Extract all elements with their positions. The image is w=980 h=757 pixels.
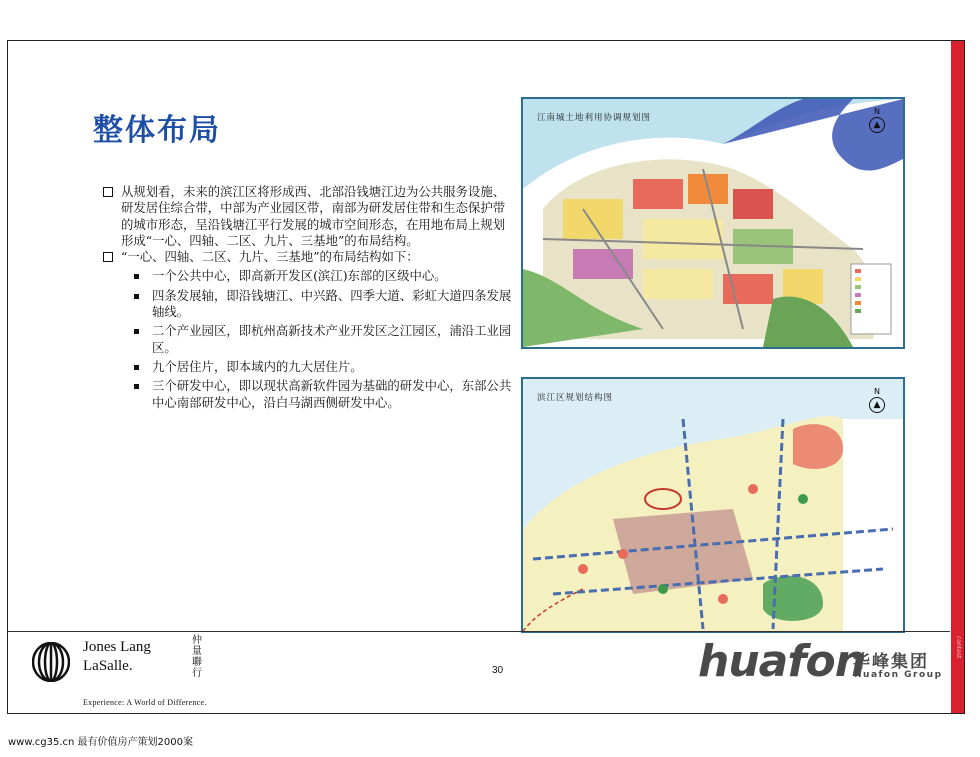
paragraph-1-text: 从规划看，未来的滨江区将形成西、北部沿钱塘江边为公共服务设施、研发居住综合带，中部为产业园区带，南部为研发居住带和生态保护带的城市形态，呈沿钱塘江平行发展的城市空间形态，在用地布局上规划形成“一心、四轴、二区、九片、三基地”的布局结构。	[121, 184, 506, 248]
list-item	[98, 359, 513, 375]
square-bullet-icon	[134, 329, 139, 334]
paragraph-1	[98, 184, 513, 249]
square-bullet-icon	[134, 365, 139, 370]
accent-bar	[951, 41, 964, 713]
list-item	[98, 268, 513, 284]
side-code: contest	[955, 636, 962, 659]
jll-line-1: Jones Lang	[83, 639, 151, 655]
list-item-text: 九个居住片，即本域内的九大居住片。	[152, 358, 363, 374]
checkbox-bullet-icon	[103, 187, 113, 197]
page-number: 30	[492, 665, 504, 676]
huafon-wordmark: huafon	[698, 636, 866, 687]
square-bullet-icon	[134, 274, 139, 279]
list-item-text: 三个研发中心，即以现状高新软件园为基础的研发中心，东部公共中心南部研发中心，沿白马湖西侧研发中心。	[152, 378, 512, 410]
north-arrow-icon: N ▲	[867, 107, 887, 133]
list-item	[98, 323, 513, 356]
square-bullet-icon	[134, 294, 139, 299]
jll-chinese-name: 仲量聯行	[192, 635, 202, 679]
footer-divider	[8, 631, 950, 632]
list-item	[98, 288, 513, 321]
list-item	[98, 378, 513, 411]
huafon-english-name: Huafon Group	[854, 670, 943, 680]
square-bullet-icon	[134, 384, 139, 389]
land-use-map	[521, 97, 905, 349]
slide-title: 整体布局	[93, 113, 221, 148]
jll-tagline: Experience: A World of Difference.	[83, 698, 207, 707]
checkbox-bullet-icon	[103, 252, 113, 262]
jll-wordmark	[83, 638, 151, 676]
list-item-text: 四条发展轴，即沿钱塘江、中兴路、四季大道、彩虹大道四条发展轴线。	[152, 287, 512, 320]
paragraph-2-text: “一心、四轴、二区、九片、三基地”的布局结构如下：	[121, 249, 419, 265]
land-use-map-graphic	[523, 99, 903, 347]
slide-content	[98, 184, 513, 411]
structure-map	[521, 377, 905, 633]
north-letter: N	[874, 387, 880, 396]
list-item-text: 一个公共中心，即高新开发区(滨江)东部的区级中心。	[152, 268, 447, 284]
huafon-chinese-name: 华峰集团	[853, 652, 929, 672]
page-caption: www.cg35.cn 最有价值房产策划2000案	[8, 737, 194, 748]
north-letter: N	[874, 107, 880, 116]
jll-logo-icon	[32, 642, 70, 682]
structure-map-graphic	[523, 379, 903, 631]
slide	[7, 40, 965, 714]
structure-map-label: 滨江区规划结构图	[537, 393, 614, 403]
jll-line-2: LaSalle.	[83, 658, 133, 674]
north-arrow-icon: N ▲	[867, 387, 887, 413]
list-item-text: 二个产业园区，即杭州高新技术产业开发区之江园区，浦沿工业园区。	[152, 323, 512, 355]
land-use-map-label: 江南城土地利用协调规划图	[537, 113, 652, 123]
paragraph-2	[98, 249, 513, 265]
